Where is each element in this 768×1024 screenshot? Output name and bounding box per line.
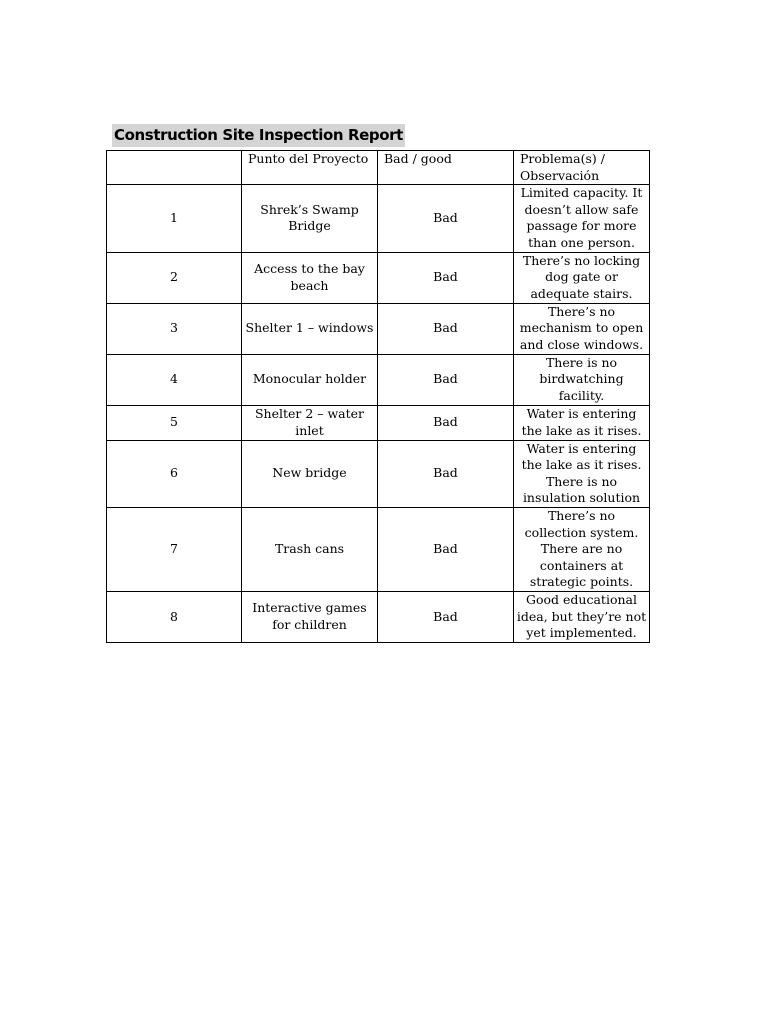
report-title: Construction Site Inspection Report (112, 124, 405, 147)
row-status: Bad (378, 440, 514, 507)
row-observation: There’s no collection system. There are no containers at strategic points. (514, 507, 650, 591)
row-point: Interactive games for children (242, 591, 378, 642)
row-status: Bad (378, 591, 514, 642)
table-header-row (107, 151, 650, 185)
row-status: Bad (378, 185, 514, 252)
header-cell-status: Bad / good (378, 151, 514, 185)
row-number: 5 (107, 405, 242, 440)
inspection-table (106, 150, 650, 643)
row-status: Bad (378, 303, 514, 354)
row-number: 1 (107, 185, 242, 252)
row-observation: Water is entering the lake as it rises. (514, 405, 650, 440)
row-observation: There is no birdwatching facility. (514, 354, 650, 405)
row-point: New bridge (242, 440, 378, 507)
header-cell-observation: Problema(s) / Observación (514, 151, 650, 185)
header-cell-number (107, 151, 242, 185)
row-point: Access to the bay beach (242, 252, 378, 303)
row-number: 7 (107, 507, 242, 591)
row-observation: There’s no locking dog gate or adequate stairs. (514, 252, 650, 303)
row-point: Shelter 2 – water inlet (242, 405, 378, 440)
table-row (107, 303, 650, 354)
row-status: Bad (378, 354, 514, 405)
header-cell-point: Punto del Proyecto (242, 151, 378, 185)
row-observation: Water is entering the lake as it rises. There is no insulation solution (514, 440, 650, 507)
row-number: 4 (107, 354, 242, 405)
table-row (107, 507, 650, 591)
row-point: Monocular holder (242, 354, 378, 405)
table-row (107, 405, 650, 440)
row-number: 6 (107, 440, 242, 507)
row-observation: Good educational idea, but they’re not yet implemented. (514, 591, 650, 642)
table-row (107, 440, 650, 507)
table-row (107, 354, 650, 405)
row-point: Shrek’s Swamp Bridge (242, 185, 378, 252)
row-number: 2 (107, 252, 242, 303)
row-status: Bad (378, 252, 514, 303)
table-row (107, 185, 650, 252)
row-status: Bad (378, 507, 514, 591)
table-row (107, 252, 650, 303)
row-status: Bad (378, 405, 514, 440)
row-observation: Limited capacity. It doesn’t allow safe passage for more than one person. (514, 185, 650, 252)
row-point: Trash cans (242, 507, 378, 591)
row-point: Shelter 1 – windows (242, 303, 378, 354)
table-row (107, 591, 650, 642)
row-observation: There’s no mechanism to open and close windows. (514, 303, 650, 354)
row-number: 8 (107, 591, 242, 642)
row-number: 3 (107, 303, 242, 354)
